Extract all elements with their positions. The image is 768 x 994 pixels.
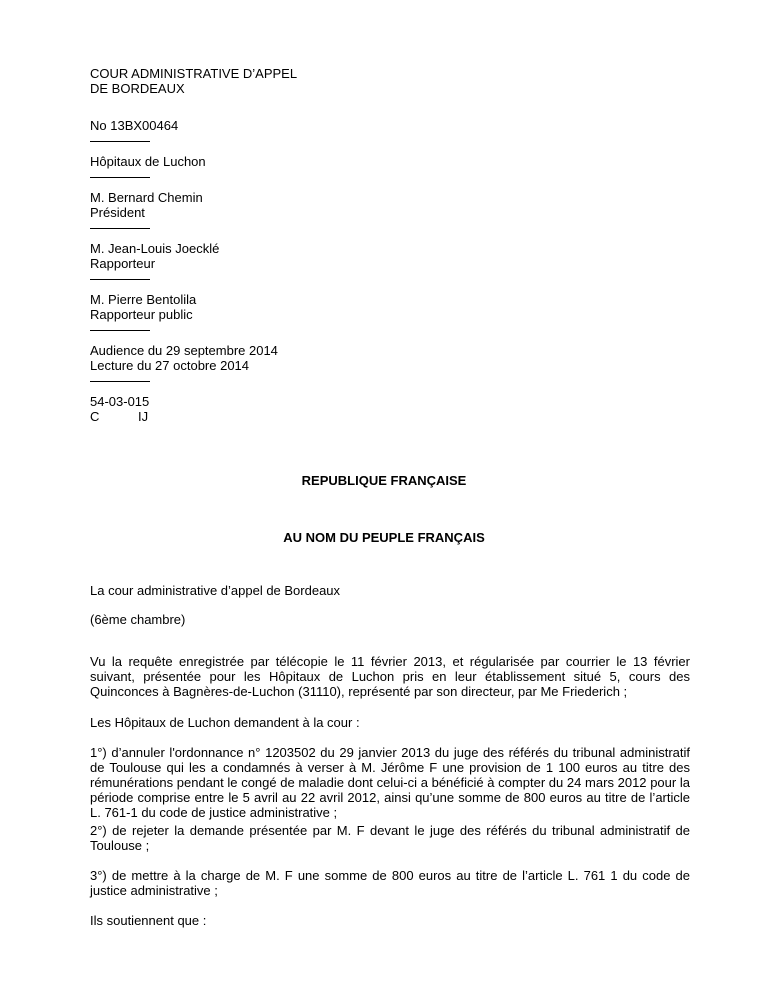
classification-code: 54-03-015: [90, 394, 150, 409]
paragraph-text: Les Hôpitaux de Luchon demandent à la cour :: [90, 715, 360, 730]
court-name-line2: DE BORDEAUX: [90, 81, 185, 96]
paragraph-text: 3°) de mettre à la charge de M. F une somme de 800 euros au titre de l’article L. 761 1 du code de justice administrative ;: [90, 868, 690, 898]
court-name-line1: COUR ADMINISTRATIVE D’APPEL: [90, 66, 298, 81]
code-right: IJ: [138, 409, 149, 424]
rapporteur-role: Rapporteur: [90, 256, 156, 271]
court-text: La cour administrative d’appel de Bordeaux: [90, 583, 341, 598]
paragraph-text: Ils soutiennent que :: [90, 913, 207, 928]
paragraph-6: [90, 913, 690, 928]
paragraph-text: Vu la requête enregistrée par télécopie le 11 février 2013, et régularisée par courrier le 13 février suivant, présentée pour les Hôpitaux de Luchon pris en leur établissement situé 5, cours des Quinconces à Bagnères-de-Luchon (31110), représenté par son directeur, par Me Friederich ;: [90, 654, 690, 699]
public-rapporteur-name: M. Pierre Bentolila: [90, 292, 197, 307]
publication-codes: [90, 409, 350, 424]
code-left: C: [90, 409, 100, 424]
public-rapporteur-role: Rapporteur public: [90, 307, 193, 322]
paragraph-1: [90, 654, 690, 699]
paragraph-text: 1°) d’annuler l'ordonnance n° 1203502 du 29 janvier 2013 du juge des référés du tribunal administratif de Toulouse qui les a condamnés à verser à M. Jérôme F une provision de 1 100 euros au titre des rémunérations pendant le congé de maladie dont celui-ci a bénéficié à compter du 24 mars 2012 pour la période comprise entre le 5 avril au 22 avril 2012, ainsi qu’une somme de 800 euros au titre de l’article L. 761-1 du code de justice administrative ;: [90, 745, 690, 820]
paragraph-5: [90, 868, 690, 898]
president-role: Président: [90, 205, 145, 220]
paragraph-text: 2°) de rejeter la demande présentée par M. F devant le juge des référés du tribunal administratif de Toulouse ;: [90, 823, 690, 853]
chamber-line: [90, 612, 690, 627]
case-header: [90, 66, 350, 424]
hearing-date: Audience du 29 septembre 2014: [90, 343, 278, 358]
rapporteur-name: M. Jean-Louis Joecklé: [90, 241, 220, 256]
republic-title: REPUBLIQUE FRANÇAISE: [301, 473, 467, 488]
court-line: [90, 583, 690, 598]
chamber-text: (6ème chambre): [90, 612, 186, 627]
party-name: Hôpitaux de Luchon: [90, 154, 206, 169]
people-title: AU NOM DU PEUPLE FRANÇAIS: [283, 530, 485, 545]
paragraph-4: [90, 823, 690, 853]
reading-date: Lecture du 27 octobre 2014: [90, 358, 250, 373]
case-number: No 13BX00464: [90, 118, 179, 133]
president-name: M. Bernard Chemin: [90, 190, 203, 205]
paragraph-3: [90, 745, 690, 820]
paragraph-2: [90, 715, 690, 730]
